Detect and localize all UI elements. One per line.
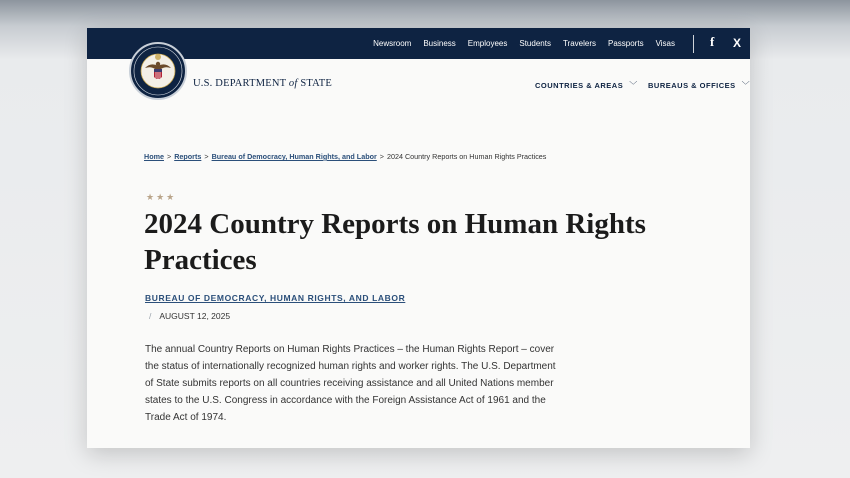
- site-title-post: STATE: [297, 78, 332, 89]
- bureau-link[interactable]: BUREAU OF DEMOCRACY, HUMAN RIGHTS, AND LABOR: [145, 293, 406, 303]
- utility-link-travelers[interactable]: Travelers: [562, 39, 596, 48]
- date-slash: /: [149, 311, 152, 321]
- utility-link-business[interactable]: Business: [423, 39, 456, 48]
- stars-decoration: ★★★: [146, 192, 177, 202]
- x-icon[interactable]: X: [733, 36, 742, 50]
- nav-countries-label: COUNTRIES & AREAS: [535, 81, 624, 90]
- utility-nav: [373, 28, 675, 59]
- breadcrumb-separator: >: [379, 152, 384, 161]
- state-department-seal-icon[interactable]: [129, 42, 187, 100]
- utility-link-employees[interactable]: Employees: [467, 39, 508, 48]
- breadcrumb-reports[interactable]: Reports: [174, 152, 202, 161]
- utility-bar: [87, 28, 750, 59]
- breadcrumb-current: 2024 Country Reports on Human Rights Practices: [386, 152, 547, 161]
- utility-divider: [693, 35, 694, 53]
- nav-countries-areas[interactable]: [535, 80, 638, 91]
- report-summary: The annual Country Reports on Human Rights Practices – the Human Rights Report – cover the status of internationally recognized human rights and worker rights. The U.S. Department of State submits reports on all countries receiving assistance and all United Nations member states to the U.S. Congress in accordance with the Foreign Assistance Act of 1961 and the Trade Act of 1974.: [145, 344, 556, 423]
- facebook-icon[interactable]: f: [710, 34, 715, 49]
- breadcrumb-separator: >: [204, 152, 209, 161]
- page-title: 2024 Country Reports on Human Rights Practices: [144, 208, 646, 276]
- chevron-down-icon: ﹀: [629, 81, 638, 90]
- utility-link-newsroom[interactable]: Newsroom: [373, 39, 412, 48]
- site-title-of: of: [288, 78, 298, 89]
- site-title-pre: U.S. DEPARTMENT: [193, 78, 289, 89]
- site-title[interactable]: [193, 78, 332, 89]
- utility-link-students[interactable]: Students: [519, 39, 551, 48]
- utility-link-passports[interactable]: Passports: [608, 39, 644, 48]
- utility-link-visas[interactable]: Visas: [655, 39, 675, 48]
- publish-date: [149, 311, 230, 321]
- nav-bureaus-offices[interactable]: [648, 80, 750, 91]
- chevron-down-icon: ﹀: [741, 81, 750, 90]
- nav-bureaus-label: BUREAUS & OFFICES: [648, 81, 736, 90]
- publish-date-value: AUGUST 12, 2025: [159, 311, 231, 321]
- breadcrumb-separator: >: [166, 152, 172, 161]
- breadcrumb-bureau[interactable]: Bureau of Democracy, Human Rights, and Labor: [211, 152, 377, 161]
- breadcrumb-home[interactable]: Home: [144, 152, 164, 161]
- breadcrumb: [144, 152, 546, 161]
- browser-page: [87, 28, 750, 448]
